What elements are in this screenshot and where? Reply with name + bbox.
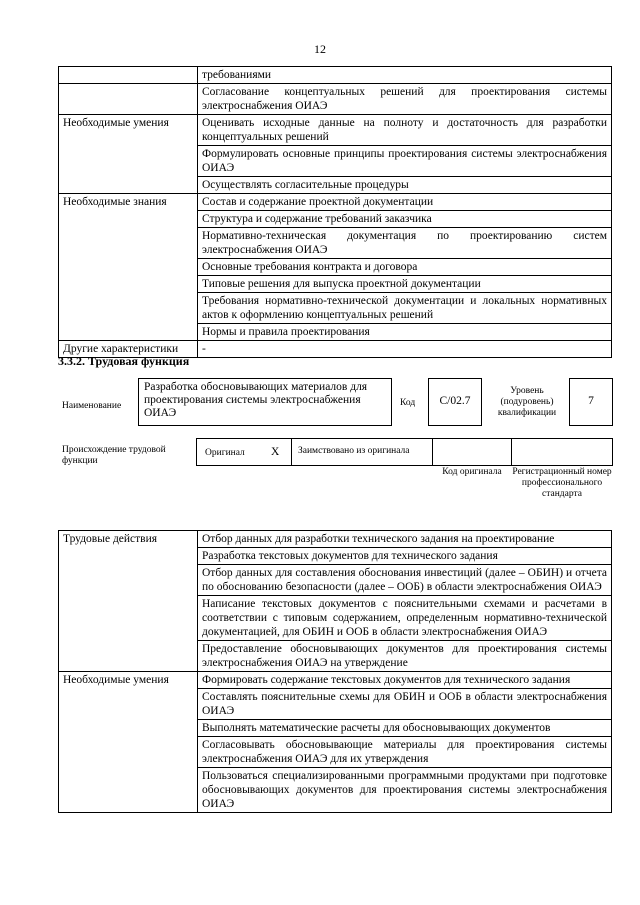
function-name: Разработка обосновывающих материалов для проектирования системы электроснабжения ОИАЭ <box>144 381 368 419</box>
table-row <box>59 84 612 115</box>
level-value: 7 <box>588 395 594 407</box>
table-row <box>59 194 612 211</box>
cell-item: Разработка текстовых документов для технического задания <box>198 548 612 565</box>
row-label-knowledge: Необходимые знания <box>59 194 198 341</box>
cell-item: Согласование концептуальных решений для проектирования системы электроснабжения ОИАЭ <box>198 84 612 115</box>
code-caption: Код оригинала <box>442 467 502 477</box>
row-label-actions: Трудовые действия <box>59 531 198 672</box>
level-box <box>569 378 613 426</box>
cell-item: Пользоваться специализированными программными продуктами при подготовке обосновывающих документов для проектирования системы электроснабжения ОИАЭ <box>198 768 612 813</box>
origin-code-box <box>432 438 512 466</box>
code-value: C/02.7 <box>439 395 471 407</box>
origin-reg-box <box>511 438 613 466</box>
borrowed-label: Заимствовано из оригинала <box>298 446 410 456</box>
cell-item: Нормы и правила проектирования <box>198 324 612 341</box>
level-label: Уровень (подуровень) квалификации <box>497 386 557 418</box>
code-box <box>428 378 482 426</box>
cell-item: Нормативно-техническая документация по проектированию систем электроснабжения ОИАЭ <box>198 228 612 259</box>
top-requirements-table <box>58 66 612 358</box>
cell-item: Выполнять математические расчеты для обосновывающих документов <box>198 720 612 737</box>
row-label-skills: Необходимые умения <box>59 115 198 194</box>
code-label: Код <box>400 398 416 408</box>
cell-item: Оценивать исходные данные на полноту и достаточность для разработки концептуальных решений <box>198 115 612 146</box>
cell-item: Типовые решения для выпуска проектной документации <box>198 276 612 293</box>
table-row <box>59 115 612 146</box>
row-label-skills-2: Необходимые умения <box>59 672 198 813</box>
cell-item: Формулировать основные принципы проектирования системы электроснабжения ОИАЭ <box>198 146 612 177</box>
row-label <box>59 67 198 84</box>
row-label <box>59 84 198 115</box>
original-mark: X <box>271 446 280 458</box>
cell-item: Основные требования контракта и договора <box>198 259 612 276</box>
original-label: Оригинал <box>205 448 245 458</box>
cell-item: Структура и содержание требований заказчика <box>198 211 612 228</box>
function-name-box <box>138 378 392 426</box>
cell-item: Согласовывать обосновывающие материалы для проектирования системы электроснабжения ОИАЭ для их утверждения <box>198 737 612 768</box>
bottom-actions-table <box>58 530 612 813</box>
cell-item: Составлять пояснительные схемы для ОБИН и ООБ в области электроснабжения ОИАЭ <box>198 689 612 720</box>
origin-label: Происхождение трудовой функции <box>62 445 166 466</box>
reg-caption: Регистрационный номер профессионального стандарта <box>512 467 612 499</box>
cell-item: Состав и содержание проектной документации <box>198 194 612 211</box>
page-number: 12 <box>314 42 326 56</box>
cell-item: Осуществлять согласительные процедуры <box>198 177 612 194</box>
table-row <box>59 67 612 84</box>
table-row <box>59 531 612 548</box>
cell-item: - <box>198 341 612 358</box>
cell-item: Отбор данных для составления обоснования инвестиций (далее – ОБИН) и отчета по обоснованию безопасности (далее – ООБ) в области электроснабжения ОИАЭ <box>198 565 612 596</box>
cell-item: Отбор данных для разработки технического задания на проектирование <box>198 531 612 548</box>
table-row <box>59 672 612 689</box>
cell-item: требованиями <box>198 67 612 84</box>
cell-item: Написание текстовых документов с пояснительными схемами и расчетами в соответствии с типовым содержанием, определенным нормативно-технической документацией, для ОБИН и ООБ в области электроснабжения ОИАЭ <box>198 596 612 641</box>
cell-item: Предоставление обосновывающих документов для проектирования системы электроснабжения ОИАЭ на утверждение <box>198 641 612 672</box>
row-label-other: Другие характеристики <box>59 341 198 358</box>
origin-borrowed-box <box>291 438 433 466</box>
name-label: Наименование <box>62 401 122 411</box>
section-title: 3.3.2. Трудовая функция <box>58 354 190 368</box>
origin-original-box <box>196 438 292 466</box>
cell-item: Формировать содержание текстовых документов для технического задания <box>198 672 612 689</box>
cell-item: Требования нормативно-технической документации и локальных нормативных актов к оформлению концептуальных решений <box>198 293 612 324</box>
